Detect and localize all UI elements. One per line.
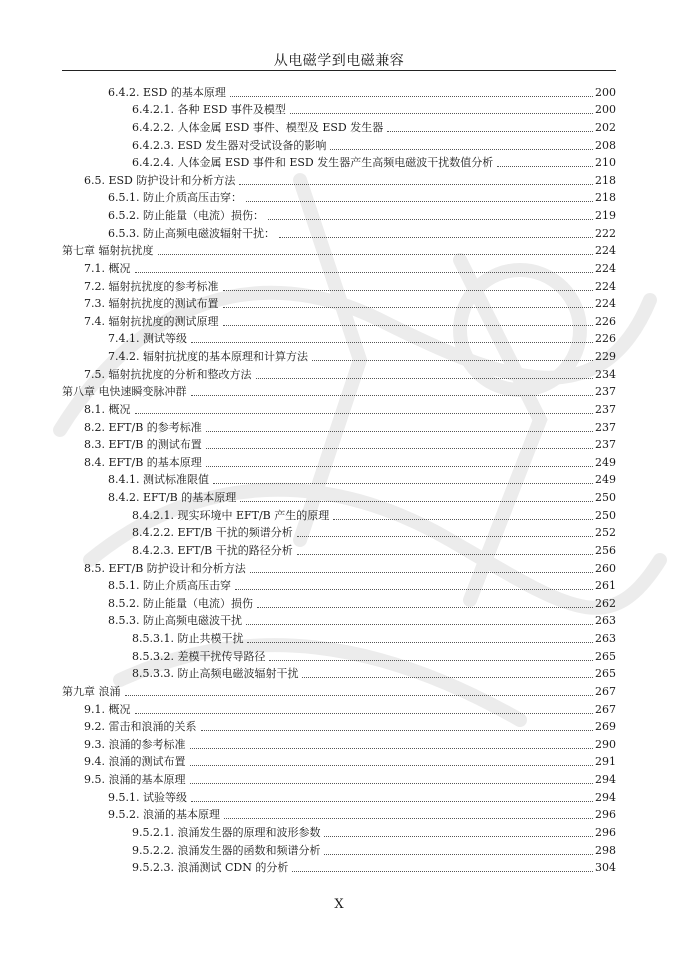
toc-entry-title: 8.4.2.1. 现实环境中 EFT/B 产生的原理 — [132, 508, 330, 522]
toc-entry-page: 222 — [595, 226, 616, 240]
toc-entry[interactable] — [62, 487, 616, 505]
toc-entry-title: 9.2. 雷击和浪涌的关系 — [84, 720, 197, 734]
toc-entry[interactable] — [62, 858, 616, 876]
toc-dot-leader — [135, 713, 594, 714]
toc-dot-leader — [125, 695, 594, 696]
toc-entry-title: 7.2. 辐射抗扰度的参考标准 — [84, 279, 219, 293]
toc-dot-leader — [206, 431, 593, 432]
toc-entry[interactable] — [62, 223, 616, 241]
toc-entry-page: 263 — [595, 614, 616, 628]
toc-entry-page: 218 — [595, 191, 616, 205]
toc-entry[interactable] — [62, 435, 616, 453]
toc-entry-page: 294 — [595, 790, 616, 804]
toc-dot-leader — [240, 501, 593, 502]
toc-entry-title: 第七章 辐射抗扰度 — [62, 244, 154, 258]
toc-entry[interactable] — [62, 681, 616, 699]
toc-dot-leader — [290, 113, 593, 114]
toc-dot-leader — [324, 836, 593, 837]
toc-dot-leader — [268, 219, 593, 220]
toc-entry-title: 9.4. 浪涌的测试布置 — [84, 755, 186, 769]
toc-dot-leader — [223, 325, 594, 326]
toc-entry-title: 8.5.3.1. 防止共模干扰 — [132, 632, 244, 645]
toc-entry[interactable] — [62, 628, 616, 646]
toc-entry-title: 8.4.2.3. EFT/B 干扰的路径分析 — [132, 543, 293, 557]
toc-entry-page: 208 — [595, 138, 616, 152]
toc-entry[interactable] — [62, 840, 616, 858]
toc-entry-page: 263 — [595, 632, 616, 645]
toc-dot-leader — [191, 801, 593, 802]
toc-entry[interactable] — [62, 822, 616, 840]
toc-dot-leader — [333, 519, 593, 520]
toc-dot-leader — [135, 272, 594, 273]
toc-entry[interactable] — [62, 611, 616, 629]
toc-entry-title: 7.3. 辐射抗扰度的测试布置 — [84, 297, 219, 311]
toc-entry-page: 234 — [595, 367, 616, 381]
header-rule — [62, 70, 616, 71]
toc-entry-title: 8.2. EFT/B 的参考标准 — [84, 420, 202, 434]
toc-entry-title: 8.5.1. 防止介质高压击穿 — [108, 579, 231, 593]
toc-dot-leader — [235, 589, 593, 590]
toc-entry[interactable] — [62, 399, 616, 417]
toc-dot-leader — [246, 201, 593, 202]
toc-dot-leader — [256, 378, 594, 379]
page-number: X — [334, 897, 344, 912]
toc-dot-leader — [223, 307, 594, 308]
toc-entry-title: 8.5.3.3. 防止高频电磁波辐射干扰 — [132, 667, 299, 681]
toc-dot-leader — [246, 624, 593, 625]
toc-dot-leader — [269, 660, 593, 661]
toc-entry-title: 9.5.2. 浪涌的基本原理 — [108, 808, 220, 822]
toc-dot-leader — [297, 554, 593, 555]
toc-entry-title: 第八章 电快速瞬变脉冲群 — [62, 385, 187, 399]
toc-entry-page: 219 — [595, 209, 616, 222]
toc-entry-page: 224 — [595, 261, 616, 275]
toc-dot-leader — [201, 730, 594, 731]
page-header-title: 从电磁学到电磁兼容 — [273, 53, 405, 69]
toc-dot-leader — [190, 748, 594, 749]
toc-entry-title: 第九章 浪涌 — [62, 684, 121, 698]
toc-dot-leader — [279, 237, 593, 238]
toc-entry[interactable] — [62, 188, 616, 206]
toc-entry-page: 226 — [595, 314, 616, 328]
toc-entry-page: 200 — [595, 103, 616, 117]
toc-entry-page: 304 — [595, 861, 616, 875]
toc-entry[interactable] — [62, 170, 616, 188]
toc-entry-title: 8.5.2. 防止能量（电流）损伤 — [108, 596, 253, 610]
toc-entry-page: 265 — [595, 649, 616, 663]
toc-entry-title: 9.5. 浪涌的基本原理 — [84, 773, 186, 786]
toc-dot-leader — [191, 395, 594, 396]
toc-dot-leader — [135, 413, 594, 414]
toc-entry[interactable] — [62, 805, 616, 823]
toc-dot-leader — [191, 342, 593, 343]
toc-entry-title: 7.4. 辐射抗扰度的测试原理 — [84, 314, 219, 328]
toc-entry[interactable] — [62, 153, 616, 171]
toc-entry-page: 237 — [595, 402, 616, 416]
toc-dot-leader — [312, 360, 593, 361]
toc-entry[interactable] — [62, 558, 616, 576]
toc-entry[interactable] — [62, 382, 616, 400]
toc-entry[interactable] — [62, 787, 616, 805]
toc-entry-title: 8.5.3. 防止高频电磁波干扰 — [108, 614, 242, 628]
toc-entry-title: 6.5. ESD 防护设计和分析方法 — [84, 173, 236, 187]
toc-entry-page: 252 — [595, 526, 616, 540]
toc-entry-title: 7.5. 辐射抗扰度的分析和整改方法 — [84, 367, 252, 381]
toc-entry-page: 296 — [595, 825, 616, 839]
toc-entry[interactable] — [62, 734, 616, 752]
toc-dot-leader — [292, 871, 593, 872]
toc-entry-page: 226 — [595, 332, 616, 346]
toc-entry-page: 218 — [595, 173, 616, 187]
toc-entry[interactable] — [62, 593, 616, 611]
toc-entry-page: 269 — [595, 720, 616, 734]
toc-entry-page: 250 — [595, 491, 616, 504]
toc-entry-title: 8.5.3.2. 差模干扰传导路径 — [132, 649, 266, 663]
toc-entry-page: 290 — [595, 737, 616, 751]
toc-entry-page: 229 — [595, 350, 616, 363]
toc-entry-page: 267 — [595, 684, 616, 698]
toc-entry[interactable] — [62, 540, 616, 558]
toc-dot-leader — [387, 131, 593, 132]
toc-entry[interactable] — [62, 117, 616, 135]
toc-dot-leader — [224, 818, 593, 819]
toc-entry[interactable] — [62, 505, 616, 523]
toc-entry-page: 224 — [595, 279, 616, 293]
toc-entry[interactable] — [62, 664, 616, 682]
toc-entry-title: 6.5.2. 防止能量（电流）损伤： — [108, 209, 264, 222]
toc-entry[interactable] — [62, 311, 616, 329]
toc-entry-title: 9.5.2.2. 浪涌发生器的函数和频谱分析 — [132, 843, 321, 857]
toc-entry[interactable] — [62, 135, 616, 153]
toc-dot-leader — [206, 466, 593, 467]
toc-dot-leader — [206, 448, 593, 449]
toc-dot-leader — [497, 166, 593, 167]
toc-entry[interactable] — [62, 769, 616, 787]
table-of-contents — [62, 82, 616, 875]
toc-entry-title: 9.3. 浪涌的参考标准 — [84, 737, 186, 751]
toc-entry[interactable] — [62, 452, 616, 470]
toc-entry-title: 9.5.2.3. 浪涌测试 CDN 的分析 — [132, 861, 289, 875]
toc-entry-title: 6.4.2.4. 人体金属 ESD 事件和 ESD 发生器产生高频电磁波干扰数值分析 — [132, 156, 494, 170]
toc-entry[interactable] — [62, 205, 616, 223]
toc-entry[interactable] — [62, 346, 616, 364]
toc-entry-page: 249 — [595, 473, 616, 487]
toc-entry-page: 267 — [595, 702, 616, 716]
toc-dot-leader — [247, 642, 593, 643]
toc-entry[interactable] — [62, 417, 616, 435]
toc-dot-leader — [190, 765, 594, 766]
toc-entry-title: 6.5.3. 防止高频电磁波辐射干扰： — [108, 226, 275, 240]
toc-entry-title: 8.1. 概况 — [84, 402, 131, 416]
toc-entry-page: 261 — [595, 579, 616, 593]
toc-entry-title: 9.5.2.1. 浪涌发生器的原理和波形参数 — [132, 825, 321, 839]
toc-entry[interactable] — [62, 523, 616, 541]
toc-dot-leader — [223, 290, 594, 291]
toc-entry-title: 6.4.2.2. 人体金属 ESD 事件、模型及 ESD 发生器 — [132, 120, 384, 134]
toc-entry-title: 7.4.1. 测试等级 — [108, 332, 187, 346]
toc-entry[interactable] — [62, 82, 616, 100]
toc-entry[interactable] — [62, 258, 616, 276]
toc-entry-page: 224 — [595, 297, 616, 311]
toc-entry-page: 260 — [595, 561, 616, 575]
toc-entry[interactable] — [62, 276, 616, 294]
toc-dot-leader — [250, 572, 593, 573]
toc-entry-title: 8.4. EFT/B 的基本原理 — [84, 455, 202, 469]
toc-entry-title: 7.1. 概况 — [84, 261, 131, 275]
toc-entry-title: 8.4.2.2. EFT/B 干扰的频谱分析 — [132, 526, 293, 540]
toc-entry-title: 9.5.1. 试验等级 — [108, 790, 187, 804]
toc-entry-title: 6.5.1. 防止介质高压击穿： — [108, 191, 242, 205]
toc-dot-leader — [239, 184, 593, 185]
toc-entry-page: 200 — [595, 85, 616, 99]
toc-entry-title: 7.4.2. 辐射抗扰度的基本原理和计算方法 — [108, 350, 308, 363]
toc-entry-page: 237 — [595, 438, 616, 452]
toc-entry[interactable] — [62, 717, 616, 735]
toc-entry-page: 296 — [595, 808, 616, 822]
toc-entry-page: 202 — [595, 120, 616, 134]
toc-entry[interactable] — [62, 646, 616, 664]
toc-dot-leader — [297, 536, 593, 537]
toc-entry[interactable] — [62, 329, 616, 347]
toc-entry-page: 224 — [595, 244, 616, 258]
toc-entry-title: 6.4.2.1. 各种 ESD 事件及模型 — [132, 103, 286, 117]
toc-entry[interactable] — [62, 699, 616, 717]
toc-entry[interactable] — [62, 576, 616, 594]
toc-entry-page: 237 — [595, 420, 616, 434]
toc-dot-leader — [230, 96, 593, 97]
toc-entry-title: 8.4.2. EFT/B 的基本原理 — [108, 491, 237, 504]
toc-entry-page: 298 — [595, 843, 616, 857]
toc-dot-leader — [158, 254, 594, 255]
toc-dot-leader — [324, 854, 593, 855]
toc-dot-leader — [330, 149, 593, 150]
toc-entry[interactable] — [62, 364, 616, 382]
toc-entry-page: 291 — [595, 755, 616, 769]
toc-entry-title: 6.4.2. ESD 的基本原理 — [108, 85, 226, 99]
toc-entry[interactable] — [62, 294, 616, 312]
toc-entry-page: 250 — [595, 508, 616, 522]
toc-dot-leader — [302, 677, 593, 678]
toc-dot-leader — [257, 607, 593, 608]
toc-entry-title: 6.4.2.3. ESD 发生器对受试设备的影响 — [132, 138, 327, 152]
toc-entry-title: 8.5. EFT/B 防护设计和分析方法 — [84, 561, 246, 575]
toc-entry-page: 237 — [595, 385, 616, 399]
toc-entry[interactable] — [62, 752, 616, 770]
toc-entry-title: 9.1. 概况 — [84, 702, 131, 716]
toc-entry-page: 262 — [595, 596, 616, 610]
toc-entry[interactable] — [62, 470, 616, 488]
toc-dot-leader — [190, 783, 594, 784]
toc-entry-page: 265 — [595, 667, 616, 681]
toc-entry-page: 210 — [595, 156, 616, 170]
toc-dot-leader — [213, 483, 593, 484]
toc-entry-page: 249 — [595, 455, 616, 469]
toc-entry-page: 256 — [595, 543, 616, 557]
toc-entry[interactable] — [62, 100, 616, 118]
toc-entry-title: 8.3. EFT/B 的测试布置 — [84, 438, 202, 452]
toc-entry[interactable] — [62, 241, 616, 259]
toc-entry-title: 8.4.1. 测试标准限值 — [108, 473, 209, 487]
toc-entry-page: 294 — [595, 773, 616, 786]
